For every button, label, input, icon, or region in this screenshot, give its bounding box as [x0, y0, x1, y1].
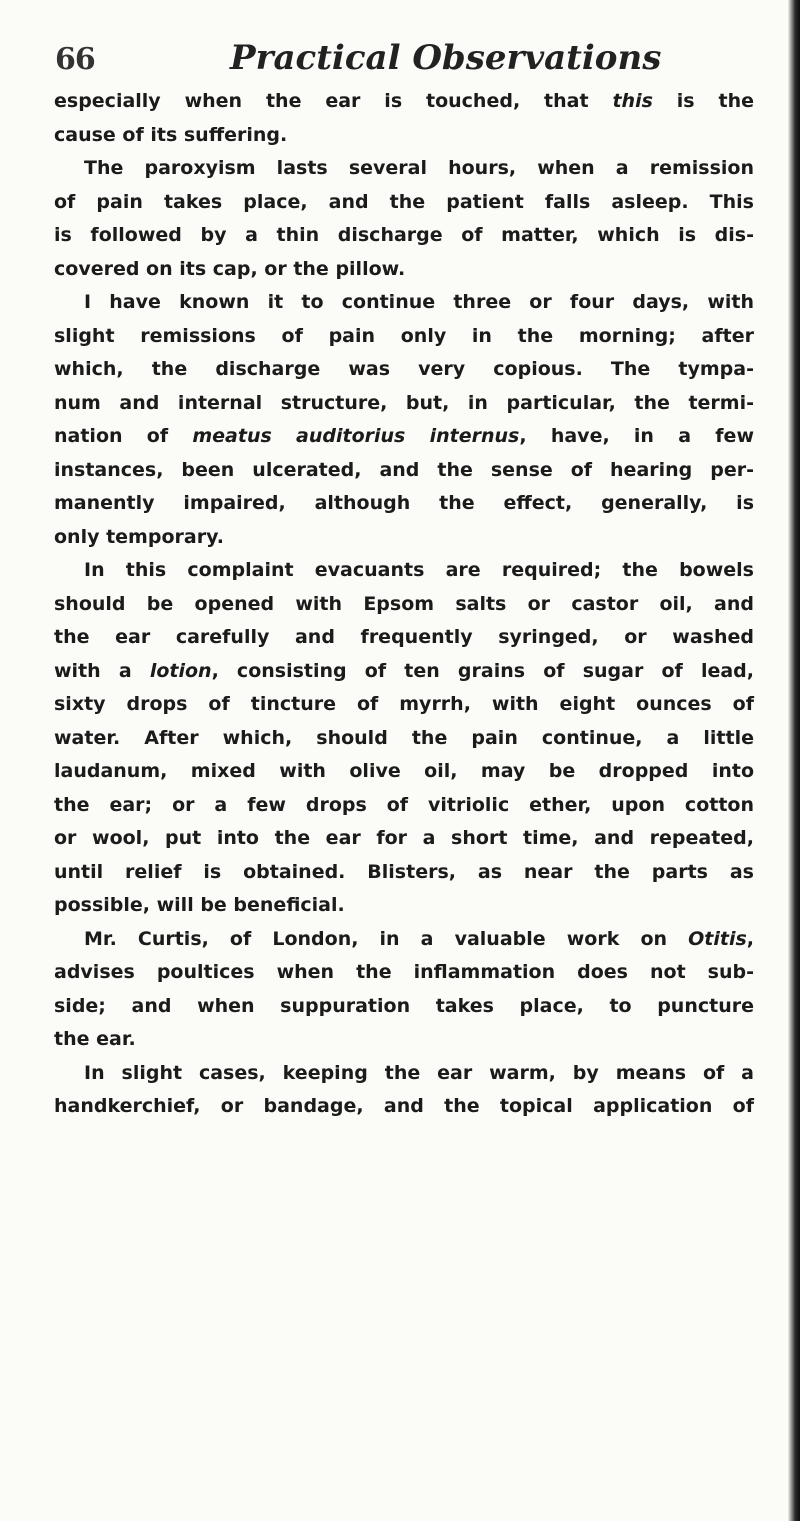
text-line: slight remissions of pain only in the morning; after: [54, 324, 754, 347]
text-line: of pain takes place, and the patient falls asleep. This: [54, 190, 754, 213]
text-line: is followed by a thin discharge of matter, which is dis-: [54, 224, 754, 246]
text-line: especially when the ear is touched, that this is the: [54, 90, 754, 112]
text-line: advises poultices when the inflammation does not sub-: [54, 961, 754, 983]
page-edge-shadow: [788, 0, 800, 1521]
text-line: The paroxyism lasts several hours, when a remission: [84, 157, 754, 179]
text-line: cause of its suffering.: [54, 123, 288, 146]
body-text: [54, 85, 754, 1124]
text-line: manently impaired, although the effect, generally, is: [54, 492, 754, 514]
text-line: In this complaint evacuants are required; the bowels: [84, 559, 754, 581]
text-line: handkerchief, or bandage, and the topical application of: [54, 1095, 754, 1117]
text-line: should be opened with Epsom salts or castor oil, and: [54, 592, 754, 615]
text-line: sixty drops of tincture of myrrh, with eight ounces of: [54, 693, 754, 715]
text-line: the ear carefully and frequently syringed, or washed: [54, 626, 754, 648]
text-line: instances, been ulcerated, and the sense of hearing per-: [54, 458, 754, 481]
text-line: water. After which, should the pain continue, a little: [54, 726, 754, 749]
page-header: [55, 22, 755, 82]
text-line: covered on its cap, or the pillow.: [54, 257, 406, 280]
page-number: 66: [55, 42, 95, 77]
text-line: or wool, put into the ear for a short time, and repeated,: [54, 827, 754, 849]
text-line: only temporary.: [54, 525, 224, 548]
running-title: Practical Observations: [230, 38, 662, 78]
text-line: num and internal structure, but, in particular, the termi-: [54, 391, 754, 414]
text-line: side; and when suppuration takes place, to puncture: [54, 994, 754, 1017]
text-line: possible, will be beneficial.: [54, 894, 345, 916]
text-line: with a lotion, consisting of ten grains of sugar of lead,: [54, 659, 754, 682]
text-line: Mr. Curtis, of London, in a valuable work on Otitis,: [84, 927, 754, 950]
text-line: which, the discharge was very copious. The tympa-: [54, 358, 754, 380]
text-line: the ear; or a few drops of vitriolic ether, upon cotton: [54, 793, 754, 816]
text-line: laudanum, mixed with olive oil, may be dropped into: [54, 760, 754, 782]
text-line: I have known it to continue three or four days, with: [84, 291, 754, 313]
text-line: In slight cases, keeping the ear warm, by means of a: [84, 1061, 754, 1084]
text-line: until relief is obtained. Blisters, as near the parts as: [54, 860, 754, 883]
text-line: nation of meatus auditorius internus, have, in a few: [54, 425, 754, 447]
text-line: the ear.: [54, 1028, 136, 1050]
